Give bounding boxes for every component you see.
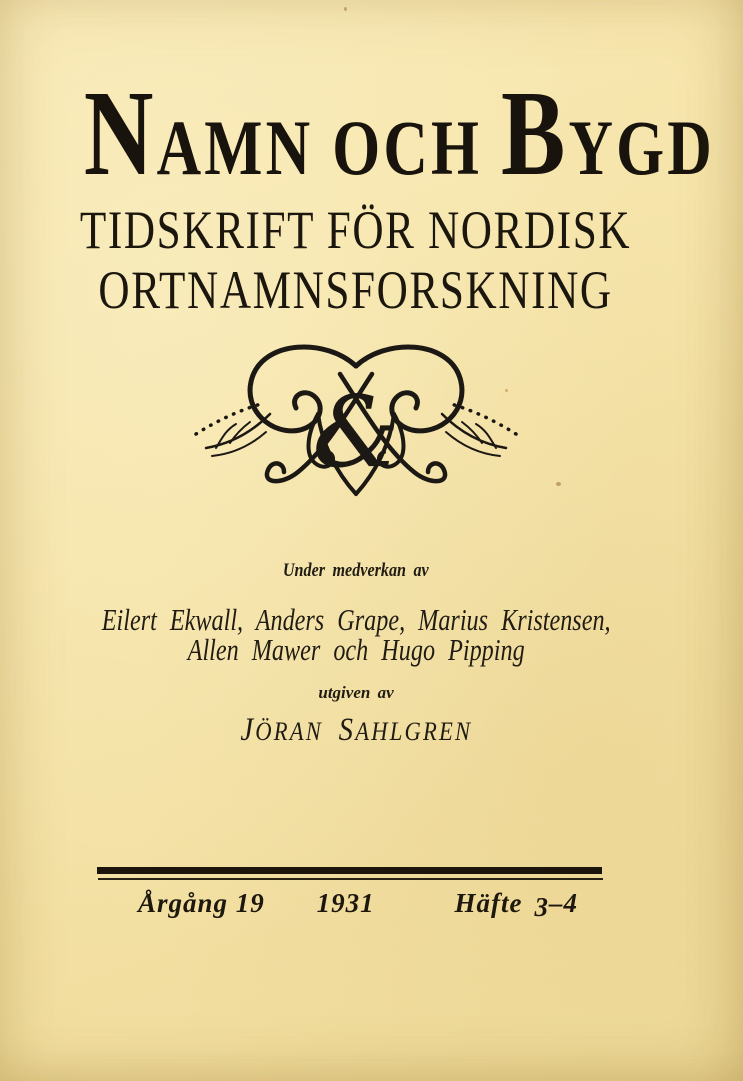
divider-thick-rule (97, 867, 602, 874)
divider-thin-rule (98, 878, 603, 880)
contributors-names (0, 602, 712, 667)
title-word-bygd (501, 66, 715, 201)
issue-dash: – (549, 888, 564, 918)
issue-number (454, 888, 578, 922)
title-rest-ygd: YGD (568, 104, 715, 191)
editor-heading-text: utgiven av (318, 683, 394, 702)
editor-last-initial: S (338, 712, 355, 748)
issue-label: Häfte (454, 888, 523, 918)
editor-first-rest: ÖRAN (254, 717, 323, 746)
title-initial-n: N (83, 66, 157, 201)
ampersand-glyph: & (312, 376, 400, 490)
volume-label: Årgång 19 (138, 888, 265, 918)
journal-subtitle (0, 200, 712, 320)
issue-start-digit: 3 (534, 892, 549, 922)
issue-line (138, 888, 578, 922)
title-word-namn (83, 66, 314, 201)
editor-last-name (338, 712, 472, 748)
contributors-heading-text: Under medverkan av (283, 560, 429, 581)
contributors-heading (0, 561, 712, 580)
nb-monogram-flourish-icon (186, 344, 526, 502)
title-word-och: OCH (332, 104, 483, 191)
contributors-line-1: Eilert Ekwall, Anders Grape, Marius Kristensen, (101, 602, 611, 637)
subtitle-line-1: TIDSKRIFT FÖR NORDISK (80, 200, 632, 260)
editor-last-rest: AHLGREN (354, 717, 472, 746)
title-rest-amn: AMN (156, 104, 314, 191)
issue-end-digit: 4 (563, 888, 578, 918)
editor-heading (0, 684, 712, 701)
monogram-ornament (0, 344, 712, 502)
year-label: 1931 (316, 888, 375, 918)
subtitle-line-2: ORTNAMNSFORSKNING (98, 260, 614, 320)
paper-speck (344, 7, 347, 11)
editor-first-name (240, 712, 323, 748)
title-initial-b: B (501, 66, 569, 201)
editor-name (0, 714, 712, 748)
contributors-line-2: Allen Mawer och Hugo Pipping (187, 632, 525, 667)
editor-first-initial: J (240, 712, 255, 748)
